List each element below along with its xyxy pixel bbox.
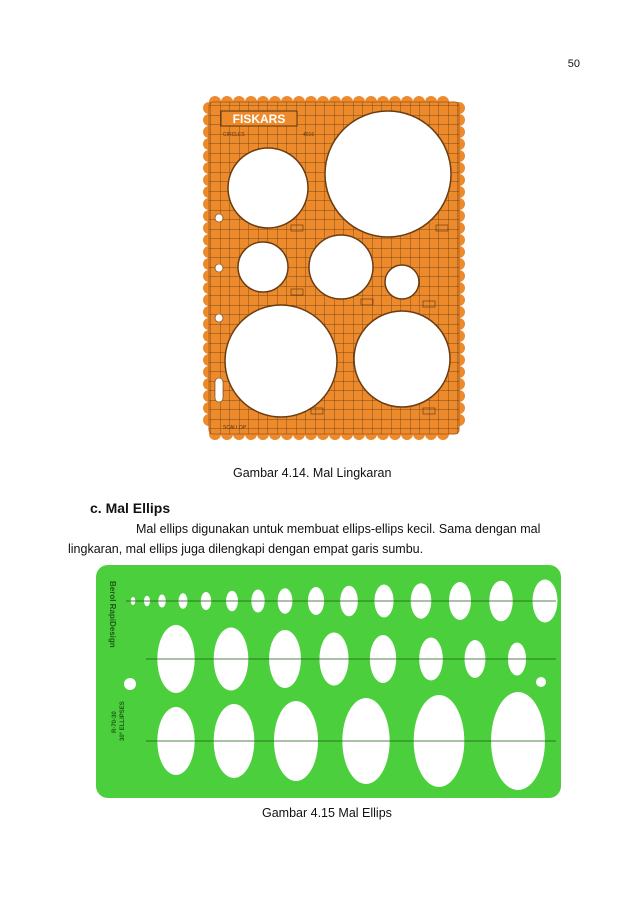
template-code: R-70-30 bbox=[112, 711, 118, 733]
figure-caption-ellipse: Gambar 4.15 Mal Ellips bbox=[262, 806, 392, 820]
circle-template-image bbox=[201, 96, 467, 440]
template-bottom-label: SCALLOP bbox=[223, 425, 247, 431]
figure-caption-circle: Gambar 4.14. Mal Lingkaran bbox=[233, 466, 392, 480]
template-code: 4016 bbox=[303, 132, 315, 138]
template-brand: Berol RapiDesign bbox=[108, 581, 117, 648]
page-number: 50 bbox=[567, 58, 580, 70]
template-label: CIRCLES bbox=[223, 132, 245, 138]
section-heading: c. Mal Ellips bbox=[90, 500, 171, 516]
ellipse-template-image bbox=[96, 565, 561, 798]
section-paragraph: Mal ellips digunakan untuk membuat ellips-ellips kecil. Sama dengan mal lingkaran, mal ellips juga dilengkapi dengan empat garis sumbu. bbox=[68, 522, 541, 556]
fiskars-logo: FISKARS bbox=[232, 112, 286, 126]
template-label: 30° ELLIPSES bbox=[120, 701, 126, 741]
